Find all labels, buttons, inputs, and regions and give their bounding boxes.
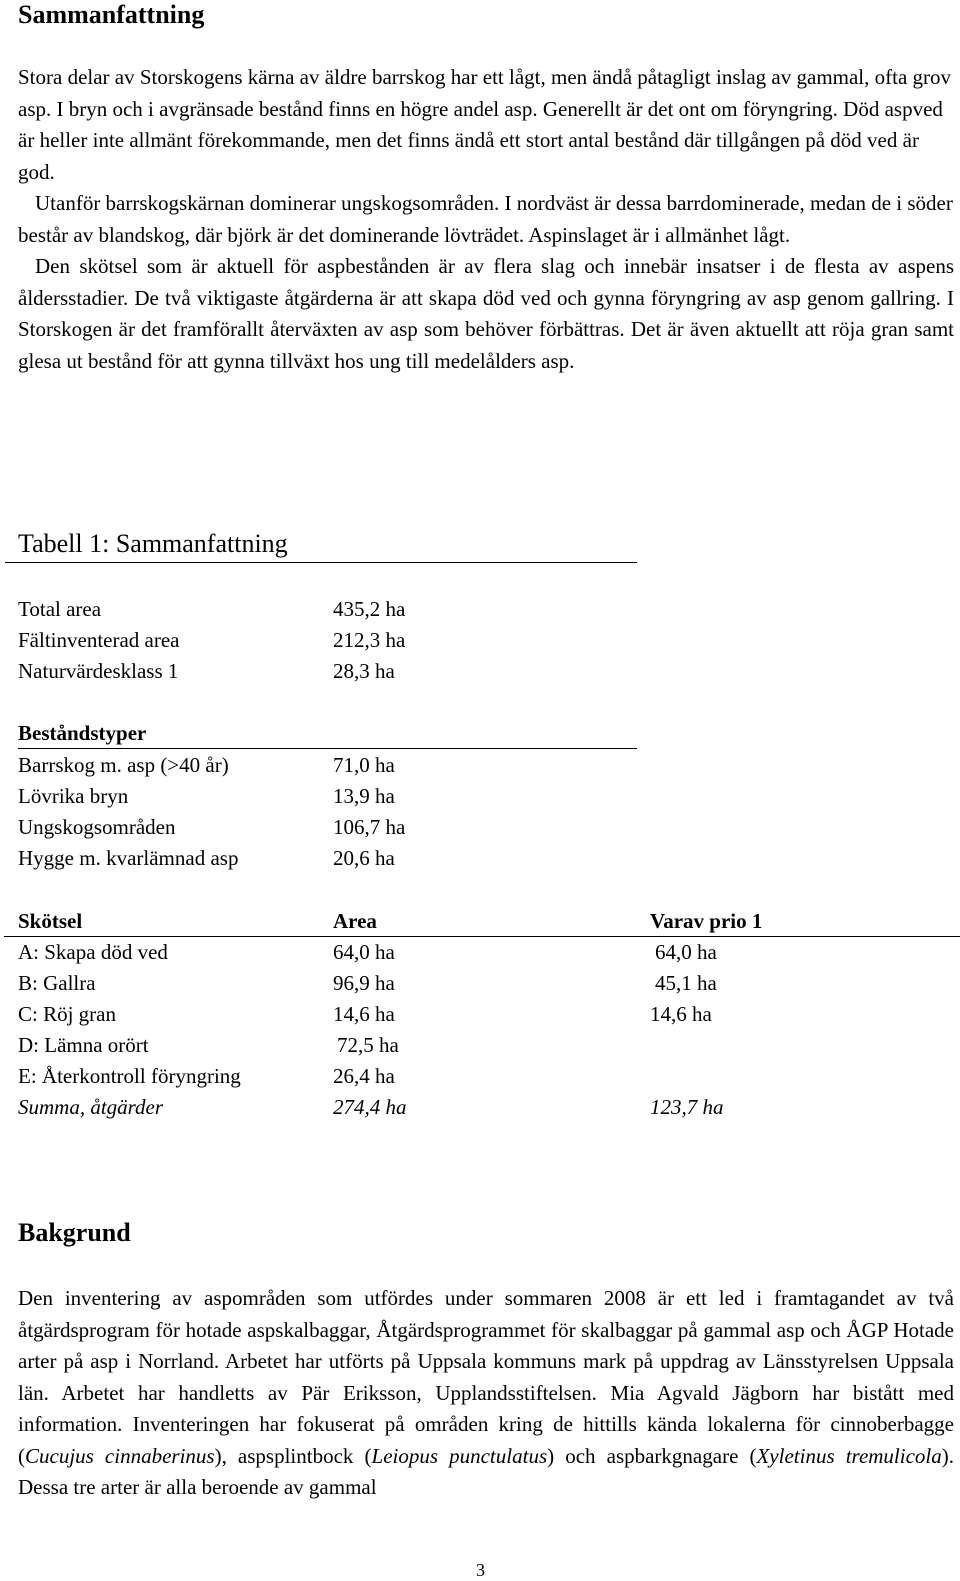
bestand-row-label: Barrskog m. asp (>40 år) — [18, 753, 229, 777]
bestand-row-value: 13,9 ha — [333, 784, 395, 808]
area-row-value: 435,2 ha — [333, 597, 406, 621]
summary-body — [18, 62, 954, 377]
sum-area: 274,4 ha — [333, 1095, 407, 1119]
bestandstyper-rule — [18, 748, 637, 749]
area-row-label: Total area — [18, 597, 102, 621]
skotsel-header: Skötsel — [18, 909, 83, 933]
skotsel-row-prio: 45,1 ha — [655, 971, 717, 995]
skotsel-row-prio: 64,0 ha — [655, 940, 717, 964]
species-aspbarkgnagare: Xyletinus tremulicola — [756, 1443, 942, 1468]
skotsel-row-label: E: Återkontroll föryngring — [18, 1064, 241, 1088]
background-paragraph — [18, 1283, 954, 1504]
bestand-row-label: Ungskogsområden — [18, 815, 176, 839]
species-cinnoberbagge: Cucujus cinnaberinus — [25, 1443, 215, 1468]
bestandstyper-heading: Beståndstyper — [18, 721, 147, 745]
skotsel-row-label: D: Lämna orört — [18, 1033, 149, 1057]
background-text-3: ) och aspbarkgnagare ( — [547, 1443, 757, 1468]
skotsel-row-area: 72,5 ha — [337, 1033, 399, 1057]
sum-label: Summa, åtgärder — [18, 1095, 164, 1119]
summary-paragraph-3: Den skötsel som är aktuell för aspbestånden är av flera slag och innebär insatser i de flesta av aspens åldersstadier. De två viktigaste åtgärderna är att skapa död ved och gynna föryngring av asp genom gallring. I Storskogen är det framförallt återväxten av asp som behöver förbättras. Det är även aktuellt att röja gran samt glesa ut bestånd för att gynna tillväxt hos ung till medelålders asp. — [18, 254, 954, 373]
background-body — [18, 1283, 954, 1504]
background-text-2: ), aspsplintbock ( — [214, 1443, 372, 1468]
prio-header: Varav prio 1 — [650, 909, 763, 933]
bestand-row-label: Hygge m. kvarlämnad asp — [18, 846, 239, 870]
bestand-row-label: Lövrika bryn — [18, 784, 129, 808]
summary-paragraph-2: Utanför barrskogskärnan dominerar ungskogsområden. I nordväst är dessa barrdominerade, medan de i söder består av blandskog, där björk är det dominerande lövträdet. Aspinslaget är i allmänhet lågt. — [18, 191, 953, 247]
summary-paragraph-1: Stora delar av Storskogens kärna av äldre barrskog har ett lågt, men ändå påtagligt inslag av gammal, ofta grov asp. I bryn och i avgränsade bestånd finns en högre andel asp. Generellt är det ont om föryngring. Död aspved är heller inte allmänt förekommande, men det finns ändå ett stort antal bestånd där tillgången på död ved är god. — [18, 65, 952, 184]
table-title-rule — [5, 562, 637, 563]
area-row-label: Naturvärdesklass 1 — [18, 659, 179, 683]
skotsel-row-prio: 14,6 ha — [650, 1002, 712, 1026]
background-text-4: ). Dessa tre arter är alla beroende av gammal — [18, 1443, 955, 1499]
skotsel-row-area: 64,0 ha — [333, 940, 395, 964]
summary-heading: Sammanfattning — [18, 0, 205, 29]
bestand-row-value: 20,6 ha — [333, 846, 395, 870]
page-number: 3 — [476, 1560, 485, 1580]
bestand-row-value: 71,0 ha — [333, 753, 395, 777]
skotsel-row-label: C: Röj gran — [18, 1002, 116, 1026]
area-header: Area — [333, 909, 377, 933]
background-text-1: Den inventering av aspområden som utfördes under sommaren 2008 är ett led i framtagandet av två åtgärdsprogram för hotade aspskalbaggar, Åtgärdsprogrammet för skalbaggar på gammal asp och ÅGP Hotade arter på asp i Norrland. Arbetet har utförts på Uppsala kommuns mark på uppdrag av Länsstyrelsen Uppsala län. Arbetet har handletts av Pär Eriksson, Upplandsstiftelsen. Mia Agvald Jägborn har bistått med information. Inventeringen har fokuserat på områden kring de hittills kända lokalerna för cinnoberbagge ( — [18, 1286, 954, 1468]
species-aspsplintbock: Leiopus punctulatus — [371, 1443, 548, 1468]
skotsel-row-area: 14,6 ha — [333, 1002, 395, 1026]
bestand-row-value: 106,7 ha — [333, 815, 406, 839]
background-heading: Bakgrund — [18, 1218, 131, 1247]
area-row-value: 28,3 ha — [333, 659, 395, 683]
area-row-label: Fältinventerad area — [18, 628, 180, 652]
skotsel-row-area: 96,9 ha — [333, 971, 395, 995]
skotsel-row-area: 26,4 ha — [333, 1064, 395, 1088]
skotsel-row-label: A: Skapa död ved — [18, 940, 168, 964]
table-title: Tabell 1: Sammanfattning — [18, 529, 288, 558]
area-row-value: 212,3 ha — [333, 628, 406, 652]
skotsel-row-label: B: Gallra — [18, 971, 96, 995]
sum-prio: 123,7 ha — [650, 1095, 724, 1119]
